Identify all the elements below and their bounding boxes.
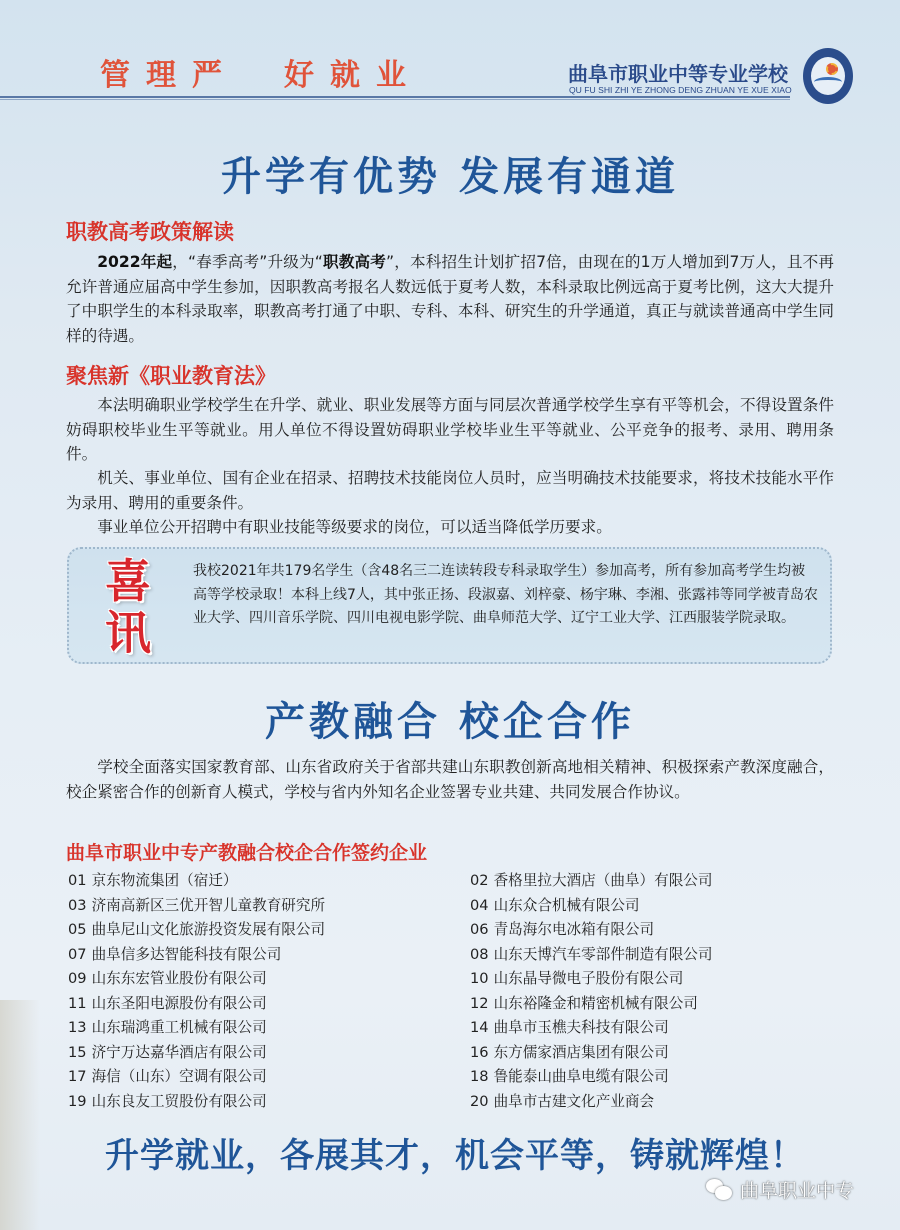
company-item: 11 山东圣阳电源股份有限公司 [68, 994, 267, 1012]
company-item: 18 鲁能泰山曲阜电缆有限公司 [470, 1068, 669, 1085]
policy-paragraph: 2022年起，“春季高考”升级为“职教高考”，本科招生计划扩招7倍，由现在的1万人增加到7万人，且不再允许普通应届高中学生参加，因职教高考报名人数远低于夏考人数，本科录取比例远高于夏考比例，这大大提升了中职学生的本科录取率，职教高考打通了中职、专科、本科、研究生的升学通道，真正与就读普通高中学生同样的待遇。 [66, 253, 834, 345]
motto-char: 理 [146, 58, 176, 93]
motto-char: 业 [376, 58, 406, 93]
background-decoration [0, 1000, 40, 1230]
company-item: 02 香格里拉大酒店（曲阜）有限公司 [470, 872, 713, 889]
page-header [0, 0, 900, 110]
motto [92, 50, 414, 94]
law-heading: 聚焦新《职业教育法》 [66, 364, 276, 388]
company-item: 04 山东众合机械有限公司 [470, 896, 640, 914]
company-item: 09 山东东宏管业股份有限公司 [68, 970, 267, 987]
good-news-text: 我校2021年共179名学生（含48名三二连读转段专科录取学生）参加高考，所有参加高考学生均被高等学校录取！本科上线7人，其中张正扬、段淑嘉、刘梓豪、杨宇琳、李湘、张露祎等同学被青岛农业大学、四川音乐学院、四川电视电影学院、曲阜师范大学、辽宁工业大学、江西服装学院录取。 [193, 563, 818, 626]
footer-slogan: 升学就业，各展其才，机会平等，铸就辉煌！ [105, 1136, 805, 1176]
company-item: 20 曲阜市古建文化产业商会 [470, 1092, 655, 1110]
wechat-icon [706, 1178, 734, 1202]
cooperation-intro: 学校全面落实国家教育部、山东省政府关于省部共建山东职教创新高地相关精神、积极探索产教深度融合，校企紧密合作的创新育人模式，学校与省内外知名企业签署专业共建、共同发展合作协议。 [66, 758, 834, 801]
motto-char: 严 [192, 58, 222, 93]
motto-char: 好 [284, 58, 314, 93]
company-list [68, 869, 788, 1114]
section-title-cooperation: 产教融合 校企合作 [265, 699, 635, 745]
law-paragraph: 本法明确职业学校学生在升学、就业、职业发展等方面与同层次普通学校学生享有平等机会，不得设置条件妨碍职校毕业生平等就业。用人单位不得设置妨碍职业学校毕业生平等就业、公平竞争的报考、录用、聘用条件。 [66, 396, 834, 463]
school-logo-icon [803, 48, 853, 104]
motto-gap [230, 50, 276, 94]
good-news-box [67, 547, 832, 664]
company-item: 19 山东良友工贸股份有限公司 [68, 1092, 267, 1110]
company-item: 15 济宁万达嘉华酒店有限公司 [68, 1043, 267, 1061]
good-news-badge: 喜 讯 [105, 554, 151, 660]
motto-char: 管 [100, 58, 130, 93]
policy-heading: 职教高考政策解读 [66, 220, 234, 244]
company-item: 01 京东物流集团（宿迁） [68, 872, 238, 889]
company-item: 10 山东晶导微电子股份有限公司 [470, 970, 684, 987]
header-divider [0, 96, 790, 100]
company-item: 08 山东天博汽车零部件制造有限公司 [470, 945, 713, 963]
school-name: 曲阜市职业中等专业学校 [568, 64, 788, 86]
section-title-advancement: 升学有优势 发展有通道 [221, 154, 679, 200]
policy-lead: 2022年起 [97, 253, 173, 271]
policy-emphasis: 职教高考 [322, 253, 387, 271]
watermark-text: 曲阜职业中专 [740, 1180, 855, 1202]
company-item: 06 青岛海尔电冰箱有限公司 [470, 921, 655, 938]
company-item: 14 曲阜市玉樵夫科技有限公司 [470, 1019, 669, 1036]
companies-heading: 曲阜市职业中专产教融合校企合作签约企业 [66, 842, 428, 864]
company-item: 07 曲阜信多达智能科技有限公司 [68, 945, 282, 963]
school-pinyin: QU FU SHI ZHI YE ZHONG DENG ZHUAN YE XUE XIAO [569, 85, 792, 95]
wechat-watermark [706, 1176, 854, 1203]
motto-char: 就 [330, 58, 360, 93]
company-item: 05 曲阜尼山文化旅游投资发展有限公司 [68, 921, 326, 938]
company-item: 03 济南高新区三优开智儿童教育研究所 [68, 896, 326, 914]
company-item: 17 海信（山东）空调有限公司 [68, 1068, 267, 1085]
company-item: 12 山东裕隆金和精密机械有限公司 [470, 994, 698, 1012]
company-item: 16 东方儒家酒店集团有限公司 [470, 1043, 669, 1061]
law-paragraph: 机关、事业单位、国有企业在招录、招聘技术技能岗位人员时，应当明确技术技能要求，将技术技能水平作为录用、聘用的重要条件。 [66, 469, 834, 512]
company-item: 13 山东瑞鸿重工机械有限公司 [68, 1019, 267, 1036]
law-paragraph: 事业单位公开招聘中有职业技能等级要求的岗位，可以适当降低学历要求。 [97, 518, 612, 536]
